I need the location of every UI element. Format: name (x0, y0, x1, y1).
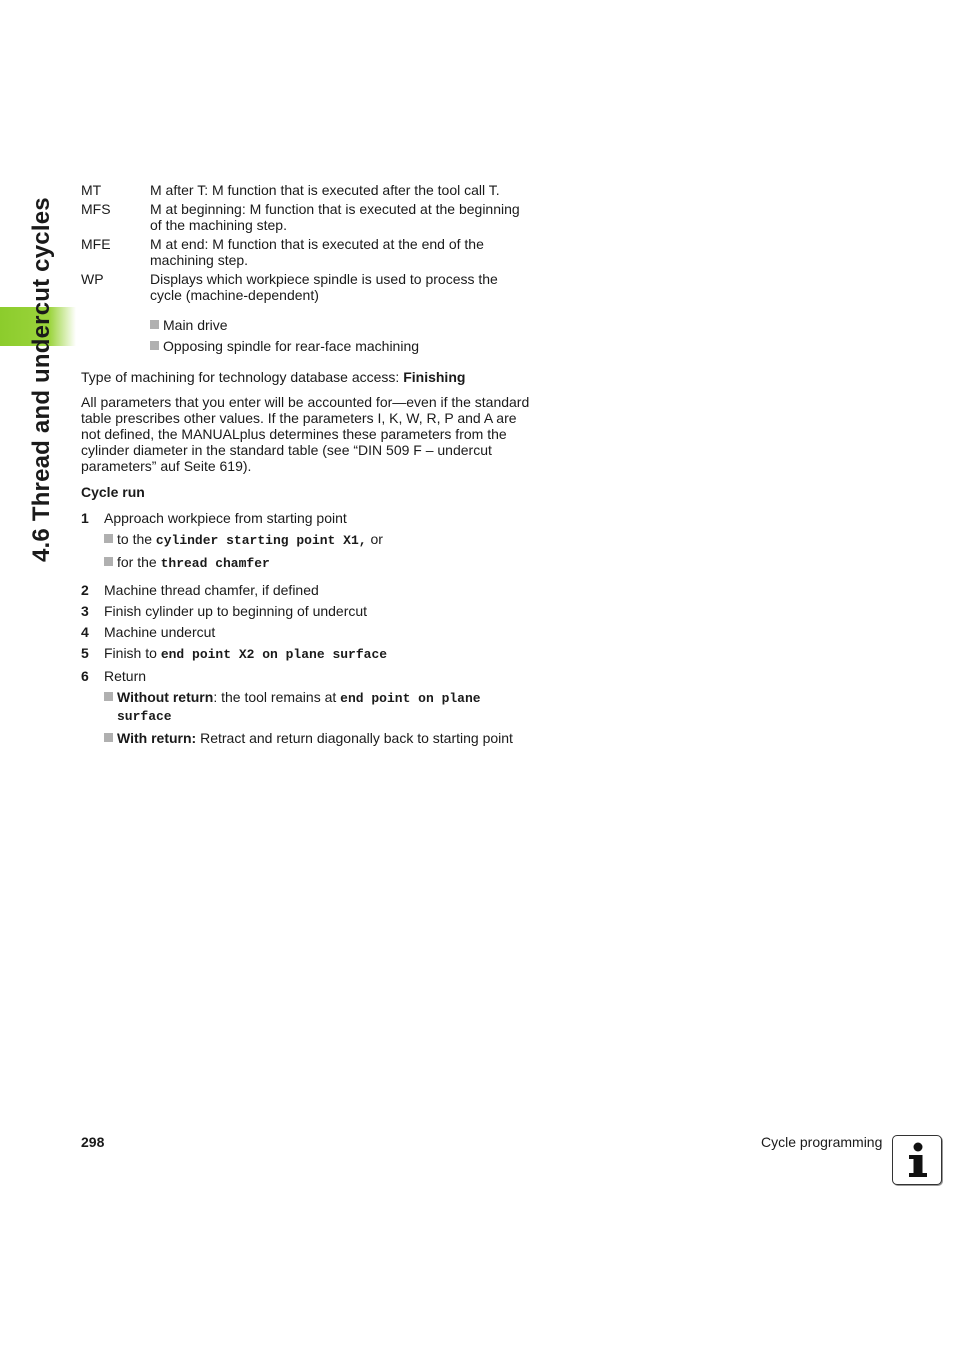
bullet-text: to the cylinder starting point X1, or (117, 531, 383, 548)
wp-options (150, 317, 531, 354)
square-bullet-icon (104, 534, 113, 543)
param-code: MFS (81, 201, 111, 217)
param-row-wp (81, 271, 531, 303)
square-bullet-icon (150, 320, 159, 329)
step-6 (81, 668, 531, 684)
chapter-title: 4.6 Thread and undercut cycles (28, 197, 55, 562)
step-text: Return (104, 668, 147, 684)
step-number: 3 (81, 603, 89, 619)
step-text: Machine thread chamfer, if defined (104, 582, 319, 598)
step-number: 4 (81, 624, 89, 640)
step-1-options (104, 531, 531, 572)
param-row-mfe (81, 236, 531, 268)
param-code: WP (81, 271, 104, 287)
bullet-text: for the thread chamfer (117, 554, 270, 571)
machining-type-label: Type of machining for technology database access: (81, 369, 404, 385)
list-item (150, 317, 531, 333)
step-number: 6 (81, 668, 89, 684)
step-text: Approach workpiece from starting point (104, 510, 347, 526)
step-number: 2 (81, 582, 89, 598)
machining-type-line (81, 369, 531, 385)
step-6-options (104, 689, 531, 746)
square-bullet-icon (104, 692, 113, 701)
bullet-text: Main drive (163, 317, 228, 333)
list-item (104, 554, 531, 572)
list-item (104, 689, 531, 725)
square-bullet-icon (104, 733, 113, 742)
info-icon (892, 1135, 942, 1185)
list-item (104, 531, 531, 549)
param-desc: M at beginning: M function that is executed at the beginning of the machining step. (150, 201, 520, 233)
bullet-text: Opposing spindle for rear-face machining (163, 338, 420, 354)
step-number: 5 (81, 645, 89, 661)
step-number: 1 (81, 510, 89, 526)
cycle-run-steps (81, 510, 531, 746)
step-3 (81, 603, 531, 619)
step-4 (81, 624, 531, 640)
param-code: MT (81, 182, 102, 198)
step-5 (81, 645, 531, 663)
page-content (81, 182, 531, 751)
step-2 (81, 582, 531, 598)
bullet-text: Without return: the tool remains at end point on plane surface (117, 689, 481, 724)
square-bullet-icon (150, 341, 159, 350)
param-code: MFE (81, 236, 111, 252)
footer-section-title: Cycle programming (761, 1134, 883, 1150)
param-desc: M after T: M function that is executed after the tool call T. (150, 182, 500, 198)
param-row-mt (81, 182, 531, 198)
square-bullet-icon (104, 557, 113, 566)
step-text: Machine undercut (104, 624, 216, 640)
step-1 (81, 510, 531, 526)
step-text: Finish cylinder up to beginning of undercut (104, 603, 368, 619)
parameters-paragraph: All parameters that you enter will be accounted for—even if the standard table prescribes other values. If the parameters I, K, W, R, P and A are not defined, the MANUALplus determines these parameters from the cylinder diameter in the standard table (see “DIN 509 F – undercut parameters” auf Seite 619). (81, 394, 530, 474)
param-desc: M at end: M function that is executed at the end of the machining step. (150, 236, 484, 268)
list-item (150, 338, 531, 354)
list-item (104, 730, 531, 746)
param-desc: Displays which workpiece spindle is used to process the cycle (machine-dependent) (150, 271, 498, 303)
cycle-run-heading: Cycle run (81, 484, 145, 500)
page-number: 298 (81, 1134, 105, 1150)
param-row-mfs (81, 201, 531, 233)
bullet-text: With return: Retract and return diagonally back to starting point (117, 730, 513, 746)
step-text: Finish to end point X2 on plane surface (104, 645, 388, 662)
machining-type-value: Finishing (403, 369, 466, 385)
info-glyph (893, 1136, 941, 1184)
